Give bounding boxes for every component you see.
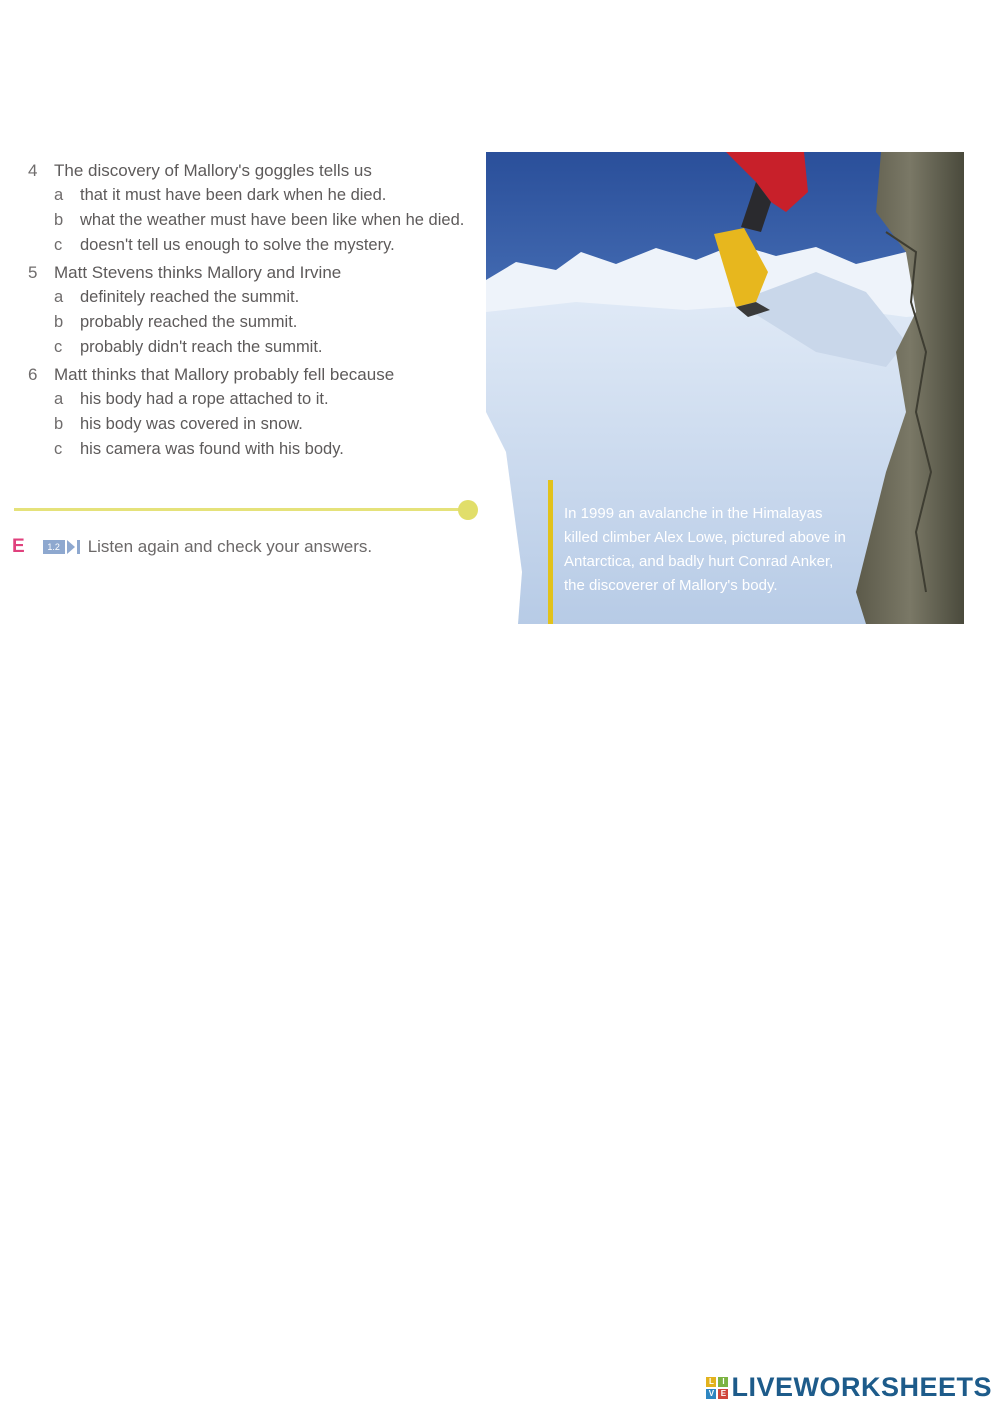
question-5 bbox=[28, 260, 468, 360]
audio-play-icon[interactable] bbox=[43, 540, 80, 554]
section-letter: E bbox=[12, 536, 25, 557]
option-5c: c probably didn't reach the summit. bbox=[54, 338, 323, 356]
photo-caption: In 1999 an avalanche in the Himalayas killed climber Alex Lowe, pictured above in Antarctica, and badly hurt Conrad Anker, the discoverer of Mallory's body. bbox=[564, 505, 846, 594]
question-text: Matt thinks that Mallory probably fell because bbox=[54, 365, 395, 384]
logo-grid-icon: L I V E bbox=[706, 1377, 728, 1399]
option-5b: b probably reached the summit. bbox=[54, 313, 298, 331]
play-icon bbox=[67, 540, 75, 554]
option-4c: c doesn't tell us enough to solve the mystery. bbox=[54, 236, 395, 254]
question-number: 5 bbox=[28, 263, 38, 282]
question-number: 6 bbox=[28, 365, 38, 384]
section-e bbox=[12, 536, 372, 558]
question-text: Matt Stevens thinks Mallory and Irvine bbox=[54, 263, 342, 282]
option-6a: a his body had a rope attached to it. bbox=[54, 390, 329, 408]
liveworksheets-logo bbox=[706, 1372, 992, 1403]
question-number: 4 bbox=[28, 161, 38, 180]
question-6 bbox=[28, 362, 468, 462]
option-6c: c his camera was found with his body. bbox=[54, 440, 344, 458]
question-4 bbox=[28, 158, 468, 258]
option-4b: b what the weather must have been like when he died. bbox=[54, 211, 465, 229]
divider-dot bbox=[458, 500, 478, 520]
section-divider bbox=[14, 508, 460, 511]
caption-accent-bar bbox=[548, 480, 553, 624]
option-5a: a definitely reached the summit. bbox=[54, 288, 300, 306]
section-instruction: Listen again and check your answers. bbox=[87, 537, 373, 556]
question-list bbox=[28, 158, 468, 462]
track-number: 1.2 bbox=[43, 540, 65, 554]
question-text: The discovery of Mallory's goggles tells us bbox=[54, 161, 372, 180]
logo-text: LIVEWORKSHEETS bbox=[731, 1372, 992, 1402]
pause-bar-icon bbox=[77, 540, 80, 554]
option-4a: a that it must have been dark when he died. bbox=[54, 186, 387, 204]
option-6b: b his body was covered in snow. bbox=[54, 415, 303, 433]
